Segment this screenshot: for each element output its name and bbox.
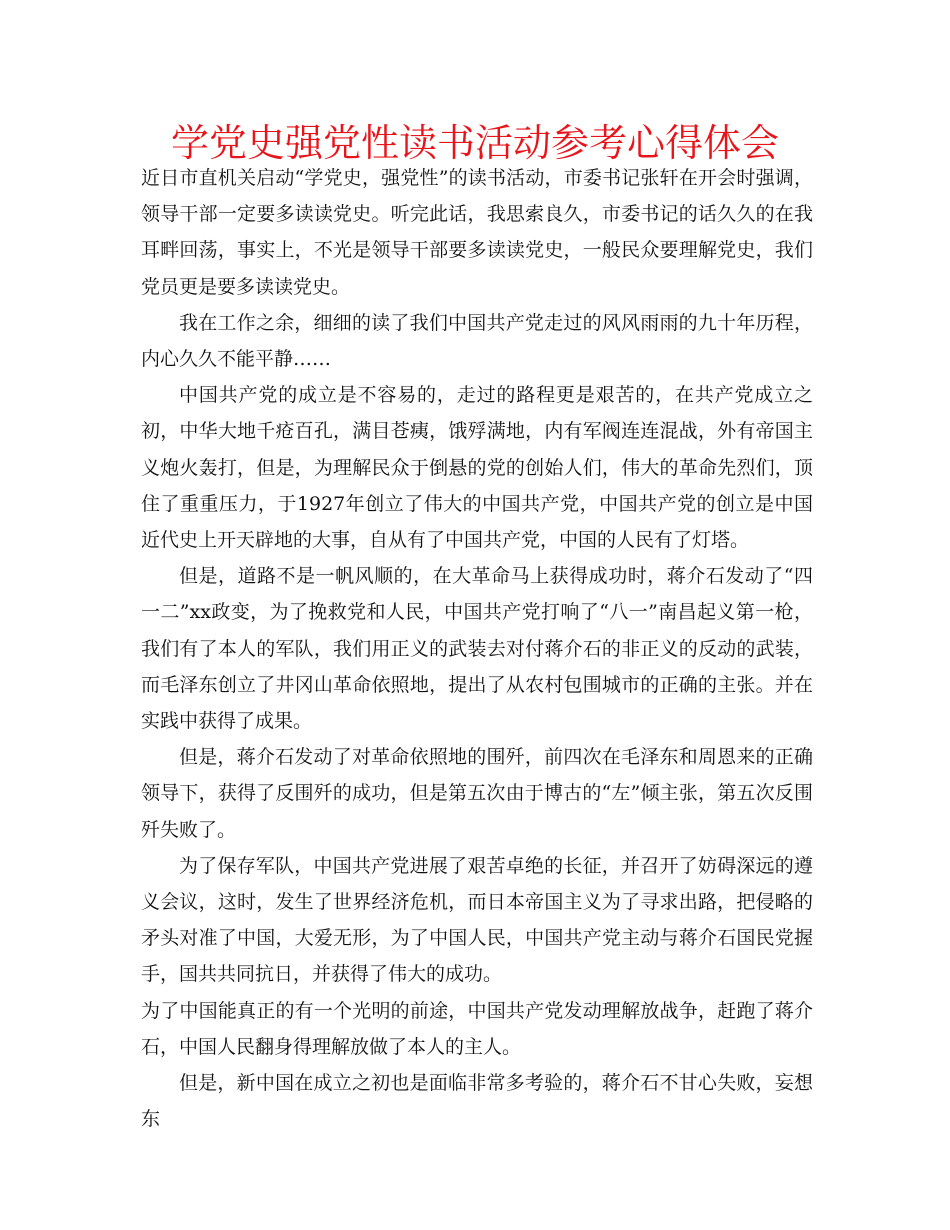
paragraph-4: 但是，道路不是一帆风顺的，在大革命马上获得成功时，蒋介石发动了“四一二”xx政变，为了挽救党和人民，中国共产党打响了“八一”南昌起义第一枪，我们有了本人的军队，我们用正义的武装去对付蒋介石的非正义的反动的武装，而毛泽东创立了井冈山革命依照地，提出了从农村包围城市的正确的主张。并在实践中获得了成果。 — [141, 565, 813, 733]
paragraph-5: 但是，蒋介石发动了对革命依照地的围歼，前四次在毛泽东和周恩来的正确领导下，获得了反围歼的成功，但是第五次由于博古的“左”倾主张，第五次反围歼失败了。 — [141, 746, 813, 841]
paragraph-3: 中国共产党的成立是不容易的，走过的路程更是艰苦的，在共产党成立之初，中华大地千疮百孔，满目苍痍，饿殍满地，内有军阀连连混战，外有帝国主义炮火轰打，但是，为理解民众于倒悬的党的创始人们，伟大的革命先烈们，顶住了重重压力，于1927年创立了伟大的中国共产党，中国共产党的创立是中国近代史上开天辟地的大事，自从有了中国共产党，中国的人民有了灯塔。 — [141, 384, 813, 552]
paragraph-2: 我在工作之余，细细的读了我们中国共产党走过的风风雨雨的九十年历程，内心久久不能平静…… — [141, 311, 813, 371]
document-title: 学党史强党性读书活动参考心得体会 — [170, 121, 779, 165]
paragraph-1: 近日市直机关启动“学党史，强党性”的读书活动，市委书记张轩在开会时强调，领导干部一定要多读读党史。听完此话，我思索良久，市委书记的话久久的在我耳畔回荡，事实上，不光是领导干部要多读读党史，一般民众要理解党史，我们党员更是要多读读党史。 — [141, 167, 813, 298]
document-body — [141, 160, 813, 1137]
paragraph-8: 但是，新中国在成立之初也是面临非常多考验的，蒋介石不甘心失败，妄想东 — [141, 1072, 813, 1131]
paragraph-6: 为了保存军队，中国共产党进展了艰苦卓绝的长征，并召开了妨碍深远的遵义会议，这时，发生了世界经济危机，而日本帝国主义为了寻求出路，把侵略的矛头对准了中国，大爱无形，为了中国人民，中国共产党主动与蒋介石国民党握手，国共共同抗日，并获得了伟大的成功。 — [141, 854, 813, 986]
paragraph-7: 为了中国能真正的有一个光明的前途，中国共产党发动理解放战争，赶跑了蒋介石，中国人民翻身得理解放做了本人的主人。 — [141, 999, 813, 1058]
